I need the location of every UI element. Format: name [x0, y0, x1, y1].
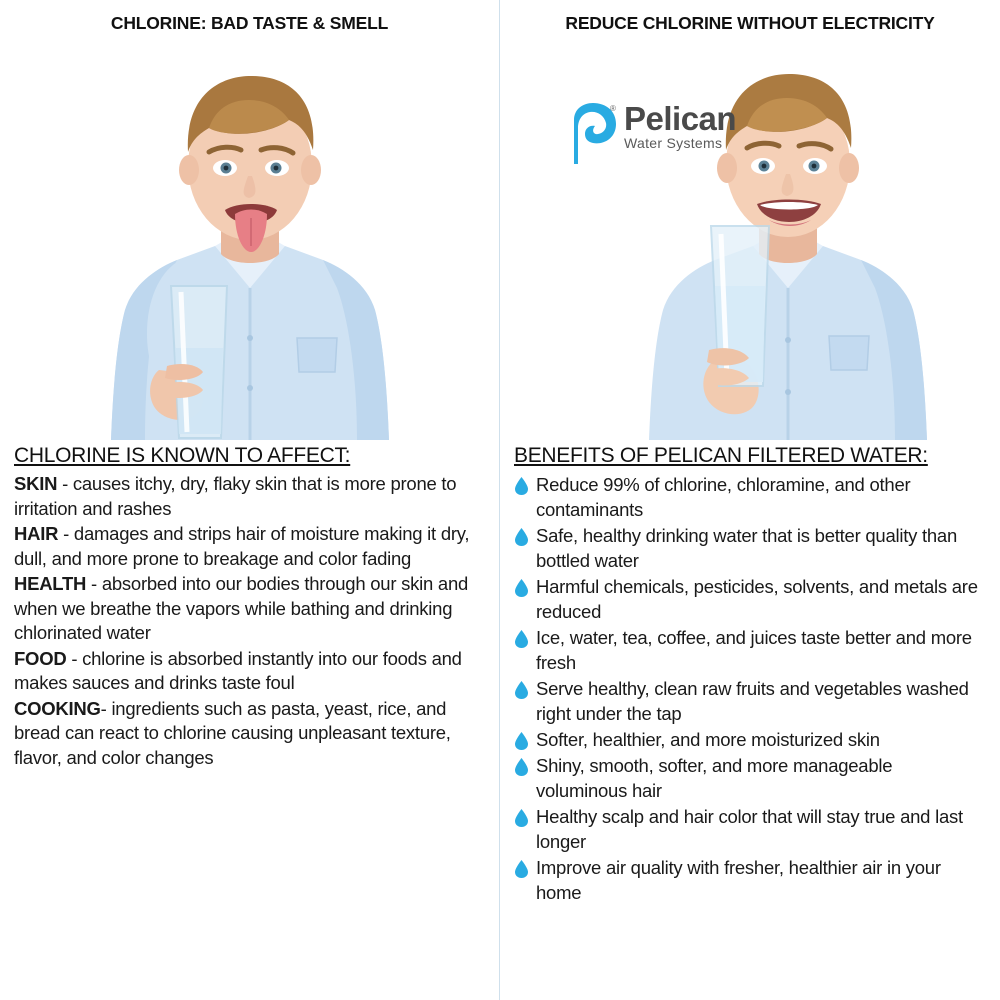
- list-item-text: - causes itchy, dry, flaky skin that is more prone to irritation and rashes: [14, 473, 457, 519]
- list-item-term: HEALTH: [14, 573, 87, 594]
- list-item-text: Safe, healthy drinking water that is better quality than bottled water: [536, 525, 958, 571]
- chlorine-effects-list: [14, 472, 485, 770]
- list-item-text: Shiny, smooth, softer, and more manageable voluminous hair: [536, 755, 893, 801]
- water-drop-icon: [514, 527, 529, 545]
- list-item: [514, 804, 986, 854]
- list-item-text: Improve air quality with fresher, healthier air in your home: [536, 857, 941, 903]
- list-item-text: Softer, healthier, and more moisturized skin: [536, 729, 880, 750]
- list-item: [514, 472, 986, 522]
- right-section-title: BENEFITS OF PELICAN FILTERED WATER:: [514, 444, 928, 467]
- water-drop-icon: [514, 578, 529, 596]
- list-item: [14, 697, 485, 771]
- benefits-list: [514, 472, 986, 905]
- pelican-logo: [566, 100, 776, 170]
- list-item-text: - damages and strips hair of moisture making it dry, dull, and more prone to breakage and color fading: [14, 523, 470, 569]
- list-item-text: - absorbed into our bodies through our skin and when we breathe the vapors while bathing and drinking chlorinated water: [14, 573, 469, 643]
- list-item-text: Healthy scalp and hair color that will stay true and last longer: [536, 806, 963, 852]
- list-item: [514, 625, 986, 675]
- right-panel: [500, 0, 1000, 1000]
- list-item-text: Reduce 99% of chlorine, chloramine, and other contaminants: [536, 474, 911, 520]
- list-item: [514, 676, 986, 726]
- left-panel-header: CHLORINE: BAD TASTE & SMELL: [110, 13, 389, 33]
- list-item: [514, 574, 986, 624]
- list-item-text: Ice, water, tea, coffee, and juices taste better and more fresh: [536, 627, 972, 673]
- logo-name: Pelican: [624, 100, 737, 137]
- water-drop-icon: [514, 859, 529, 877]
- logo-subtitle: Water Systems: [624, 135, 723, 151]
- trademark-symbol: ®: [610, 104, 616, 113]
- water-drop-icon: [514, 629, 529, 647]
- list-item-term: HAIR: [14, 523, 59, 544]
- list-item: [14, 572, 485, 646]
- left-photo: [14, 40, 485, 440]
- left-section-title: CHLORINE IS KNOWN TO AFFECT:: [14, 444, 351, 467]
- list-item-text: Harmful chemicals, pesticides, solvents, and metals are reduced: [536, 576, 978, 622]
- list-item-text: - chlorine is absorbed instantly into our foods and makes sauces and drinks taste foul: [14, 647, 462, 693]
- list-item-text: - ingredients such as pasta, yeast, rice, and bread can react to chlorine causing unpleasant texture, flavor, and color changes: [14, 697, 451, 768]
- list-item: [514, 855, 986, 905]
- water-drop-icon: [514, 731, 529, 749]
- boy-sticking-tongue-out-photo: [85, 48, 415, 440]
- list-item: [14, 522, 485, 571]
- list-item-term: COOKING: [14, 697, 101, 719]
- list-item-term: SKIN: [14, 473, 58, 494]
- right-panel-header: REDUCE CHLORINE WITHOUT ELECTRICITY: [565, 13, 935, 33]
- list-item-text: Serve healthy, clean raw fruits and vegetables washed right under the tap: [536, 678, 969, 724]
- list-item: [514, 727, 986, 752]
- right-photo: [514, 40, 986, 440]
- water-drop-icon: [514, 680, 529, 698]
- list-item: [514, 753, 986, 803]
- pelican-logo-text: [624, 100, 736, 151]
- water-drop-icon: [514, 757, 529, 775]
- list-item: [514, 523, 986, 573]
- list-item: [14, 647, 485, 696]
- water-drop-icon: [514, 476, 529, 494]
- list-item-term: FOOD: [14, 647, 67, 669]
- list-item: [14, 472, 485, 521]
- pelican-drop-icon: [566, 102, 618, 164]
- water-drop-icon: [514, 808, 529, 826]
